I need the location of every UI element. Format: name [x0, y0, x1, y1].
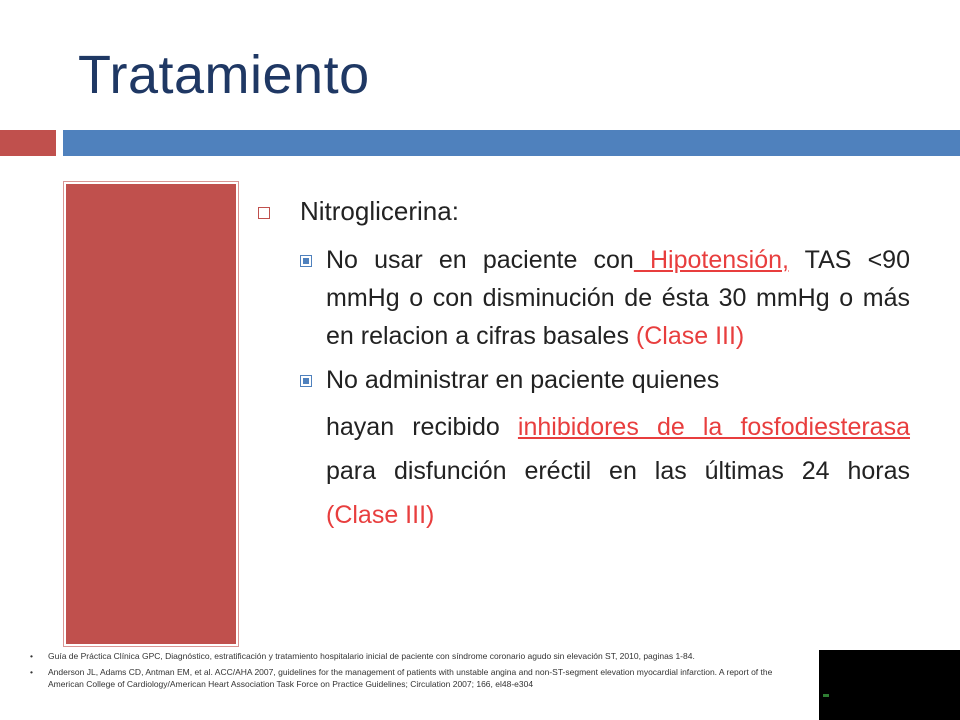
slide-title: Tratamiento [78, 45, 370, 105]
square-bullet-icon [300, 255, 312, 267]
accent-bar-blue [63, 130, 960, 156]
bullet-text: para disfunción eréctil en las últimas 24 horas [326, 457, 910, 485]
highlight-text: Hipotensión, [633, 246, 789, 274]
logo-block [819, 650, 960, 720]
heading-text: Nitroglicerina: [300, 196, 459, 226]
bullet-item [258, 241, 910, 355]
bullet-dot-icon: • [30, 651, 33, 661]
bullet-text: TAS <90 mmHg o con disminución de ésta 30 mmHg o más en relacion a cifras basales [326, 246, 910, 350]
reference-text: Guía de Práctica Clínica GPC, Diagnóstico, estratificación y tratamiento hospitalario inicial de paciente con síndrome coronario agudo sin elevación ST, 2010, paginas 1-84. [48, 651, 695, 661]
bullet-dot-icon: • [30, 667, 33, 677]
bullet-text: No administrar en paciente quienes [326, 366, 720, 394]
bullet-continuation [326, 405, 910, 537]
bullet-item [258, 361, 910, 537]
reference-item [30, 666, 805, 690]
bullet-text: hayan recibido [326, 413, 500, 441]
heading-item [258, 196, 910, 227]
class-label: (Clase III) [326, 501, 435, 529]
class-label: (Clase III) [635, 322, 745, 350]
accent-bar-red [0, 130, 56, 156]
side-panel [64, 182, 238, 646]
highlight-text: inhibidores de la fosfodiesterasa [517, 413, 910, 441]
reference-text: Anderson JL, Adams CD, Antman EM, et al. ACC/AHA 2007, guidelines for the management of patients with unstable angina and non-ST-segment elevation myocardial infarction. A report of the American College of Cardiology/American Heart Association Task Force on Practice Guidelines; Circulation 2007; 166, el48-e304 [48, 667, 773, 689]
square-bullet-icon [258, 207, 270, 219]
square-bullet-icon [300, 375, 312, 387]
bullet-text: No usar en paciente con [326, 246, 634, 274]
logo-mark-icon [823, 694, 829, 697]
reference-item [30, 650, 805, 662]
slide-content [258, 196, 910, 537]
references [30, 650, 805, 694]
